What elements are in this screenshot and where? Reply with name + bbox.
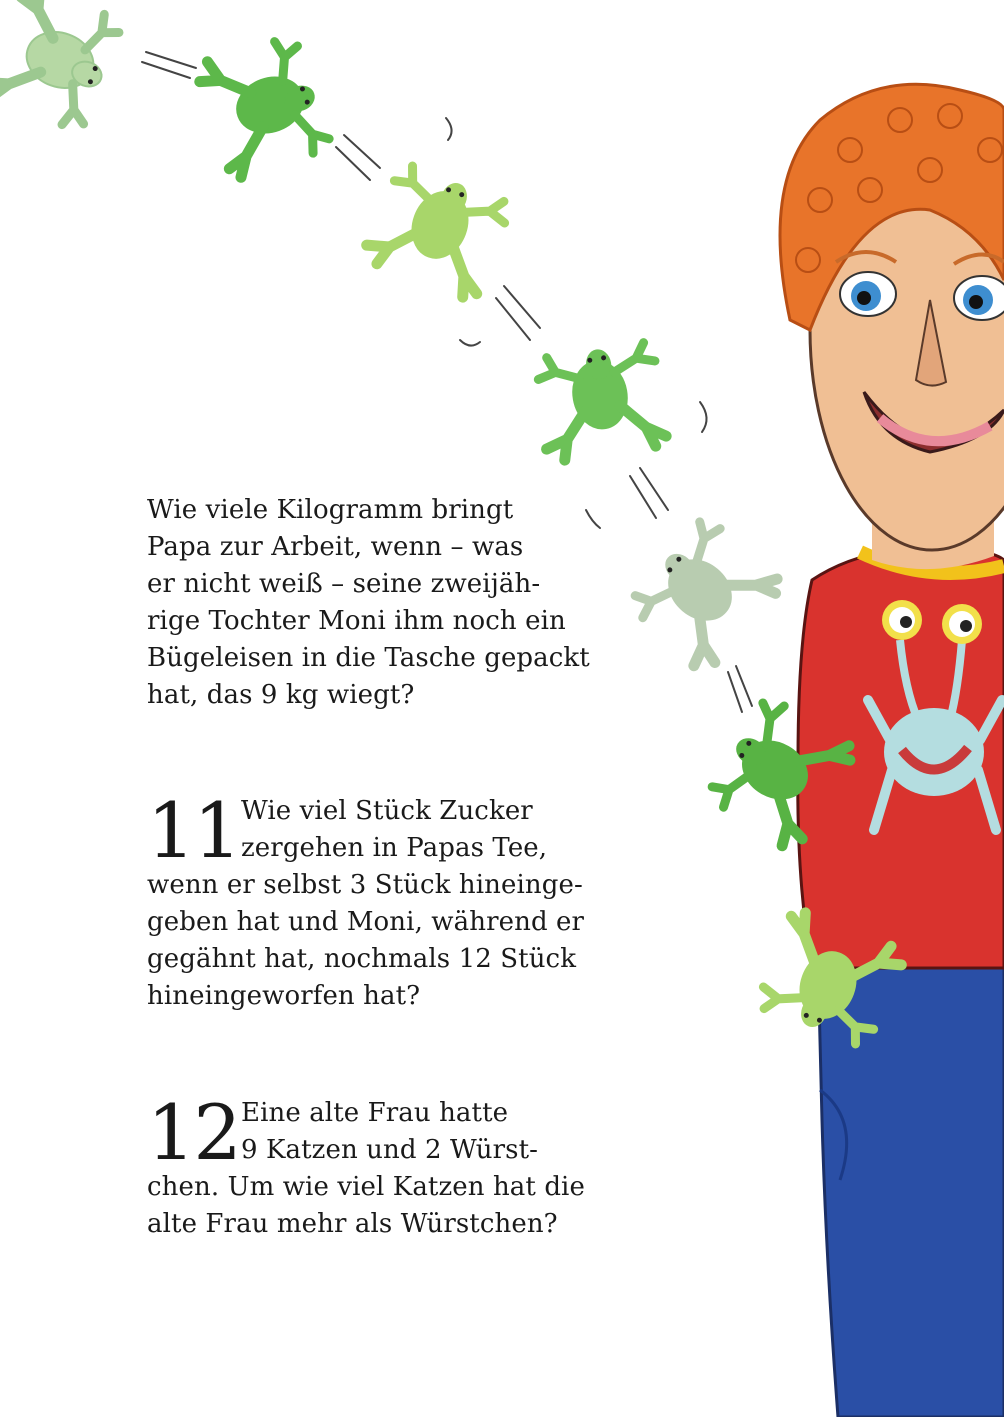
question-number: 12 bbox=[147, 1088, 240, 1177]
question-line: geben hat und Moni, während er bbox=[147, 907, 585, 937]
frog-icon bbox=[192, 31, 333, 182]
question-line: hineingeworfen hat? bbox=[147, 981, 421, 1011]
question-line: alte Frau mehr als Würstchen? bbox=[147, 1209, 558, 1239]
frog-icon bbox=[625, 514, 785, 676]
question-line: Wie viele Kilogramm bringt bbox=[147, 495, 514, 525]
boy-illustration bbox=[780, 84, 1004, 1417]
question-12 bbox=[147, 1088, 585, 1243]
question-number: 11 bbox=[147, 786, 240, 875]
question-line: Papa zur Arbeit, wenn – was bbox=[147, 532, 524, 562]
question-11 bbox=[147, 786, 585, 1015]
question-line: Wie viel Stück Zucker bbox=[241, 796, 533, 826]
question-line: Eine alte Frau hatte bbox=[241, 1098, 509, 1128]
question-line: er nicht weiß – seine zweijäh- bbox=[147, 569, 541, 599]
frog-icon bbox=[0, 0, 124, 132]
question-10 bbox=[147, 492, 590, 714]
question-line: wenn er selbst 3 Stück hineinge- bbox=[147, 870, 583, 900]
question-line: chen. Um wie viel Katzen hat die bbox=[147, 1172, 585, 1202]
frog-icon bbox=[531, 339, 670, 465]
question-line: 9 Katzen und 2 Würst- bbox=[241, 1135, 538, 1165]
question-line: Bügeleisen in die Tasche gepackt bbox=[147, 643, 590, 673]
frog-icon bbox=[361, 161, 512, 302]
question-line: rige Tochter Moni ihm noch ein bbox=[147, 606, 566, 636]
question-line: hat, das 9 kg wiegt? bbox=[147, 680, 415, 710]
question-line: zergehen in Papas Tee, bbox=[241, 833, 548, 863]
question-line: gegähnt hat, nochmals 12 Stück bbox=[147, 944, 577, 974]
